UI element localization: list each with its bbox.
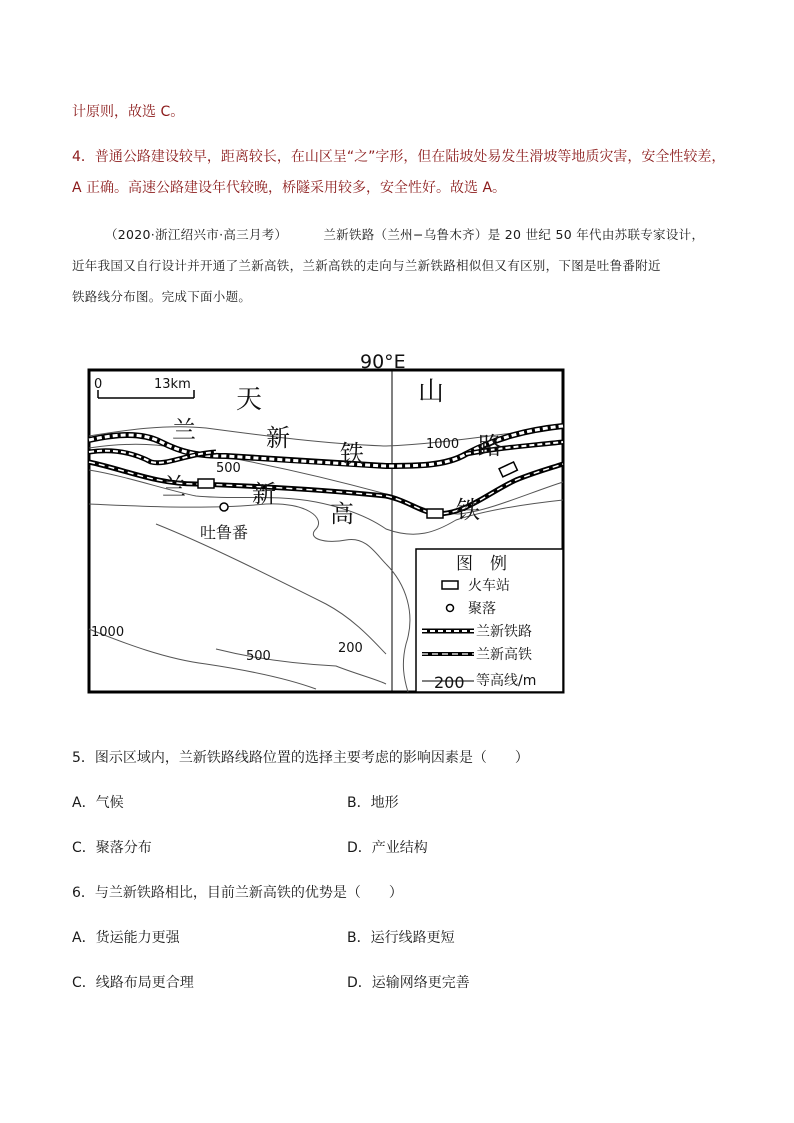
legend-settlement: 聚落	[468, 601, 496, 617]
contour-label-1000-left: 1000	[91, 625, 125, 640]
question-5-option-c[interactable]: C．聚落分布	[72, 840, 152, 856]
railway-map	[86, 344, 576, 696]
intro-source: （2020·浙江绍兴市·高三月考）	[105, 227, 288, 242]
legend-title: 图 例	[456, 554, 507, 574]
label-rail-1: 兰	[172, 416, 196, 444]
question-5-option-a[interactable]: A．气候	[72, 795, 124, 811]
question-5-option-d[interactable]: D．产业结构	[347, 840, 428, 856]
question-6-stem: 6．与兰新铁路相比，目前兰新高铁的优势是（ ）	[72, 885, 403, 901]
station-east	[427, 509, 443, 518]
contour-label-200: 200	[338, 641, 363, 656]
contour-label-500: 500	[216, 461, 241, 476]
label-hsr-4: 铁	[456, 496, 480, 524]
map-legend	[416, 549, 563, 692]
meridian-label: 90°E	[360, 351, 406, 373]
scale-label: 13km	[154, 377, 191, 392]
intro-line1	[105, 226, 704, 244]
legend-railway: 兰新铁路	[476, 624, 532, 640]
settlement-dot	[220, 503, 228, 511]
question-5-option-b[interactable]: B．地形	[347, 795, 399, 811]
station-turpan	[198, 479, 214, 488]
label-tian: 天	[236, 385, 263, 415]
label-hsr-3: 高	[330, 500, 354, 528]
legend-contour-value: 200	[434, 673, 465, 692]
question-6-option-c[interactable]: C．线路布局更合理	[72, 975, 194, 991]
legend-settlement-symbol	[447, 605, 454, 612]
settlement-label: 吐鲁番	[200, 523, 249, 542]
legend-station: 火车站	[468, 578, 510, 594]
label-rail-2: 新	[266, 424, 290, 452]
answer-line-c: 计原则，故选 C。	[72, 104, 185, 120]
intro-line2: 近年我国又自行设计并开通了兰新高铁，兰新高铁的走向与兰新铁路相似但又有区别，下图是吐鲁番附近	[72, 258, 661, 273]
scale-zero: 0	[94, 377, 103, 392]
intro-text-line1: 兰新铁路（兰州−乌鲁木齐）是 20 世纪 50 年代由苏联专家设计，	[323, 227, 705, 242]
answer-q4-line2: A 正确。高速公路建设年代较晚，桥隧采用较多，安全性好。故选 A。	[72, 180, 507, 196]
contour-label-1000-top: 1000	[426, 437, 460, 452]
lanxin-hsr-line	[89, 462, 563, 514]
label-hsr-1: 兰	[162, 473, 186, 501]
label-rail-4: 路	[478, 432, 502, 460]
legend-station-symbol	[442, 581, 458, 589]
label-rail-3: 铁	[340, 440, 364, 468]
label-hsr-2: 新	[252, 480, 276, 508]
station-northeast	[499, 462, 517, 477]
legend-contour: 等高线/m	[476, 673, 537, 689]
question-5-stem: 5．图示区域内，兰新铁路线路位置的选择主要考虑的影响因素是（ ）	[72, 750, 529, 766]
question-6-option-a[interactable]: A．货运能力更强	[72, 930, 180, 946]
legend-hsr: 兰新高铁	[476, 647, 532, 663]
question-6-option-d[interactable]: D．运输网络更完善	[347, 975, 470, 991]
contour-label-500-bottom: 500	[246, 649, 271, 664]
question-6-option-b[interactable]: B．运行线路更短	[347, 930, 455, 946]
answer-q4-line1: 4．普通公路建设较早，距离较长，在山区呈“之”字形，但在陆坡处易发生滑坡等地质灾害，安全性较差，	[72, 149, 726, 165]
label-shan: 山	[418, 377, 445, 407]
intro-line3: 铁路线分布图。完成下面小题。	[72, 289, 252, 304]
